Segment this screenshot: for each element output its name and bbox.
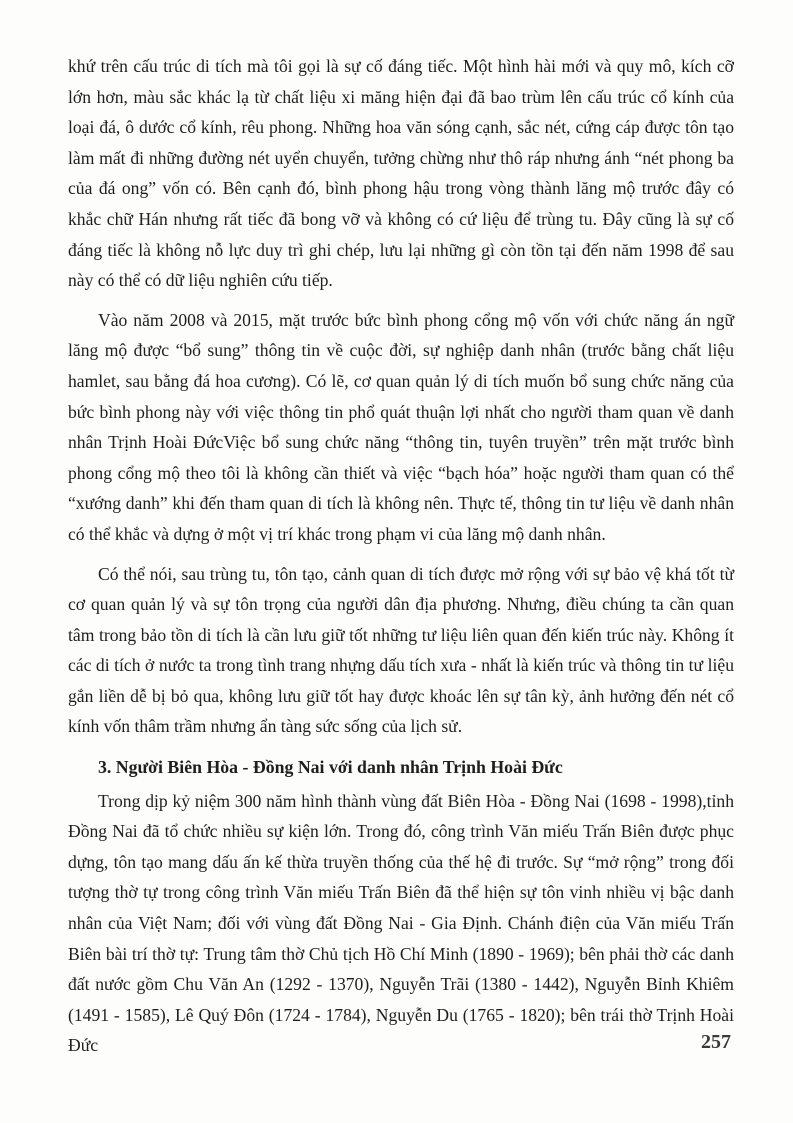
paragraph-bronze-screen-info: Vào năm 2008 và 2015, mặt trước bức bình phong cổng mộ vốn với chức năng án ngữ lăng mộ được “bổ sung” thông tin về cuộc đời, sự nghiệp danh nhân (trước bằng chất liệu hamlet, sau bằng đá hoa cương). Có lẽ, cơ quan quản lý di tích muốn bổ sung chức năng của bức bình phong này với việc thông tin phổ quát thuận lợi nhất cho người tham quan về danh nhân Trịnh Hoài ĐứcViệc bổ sung chức năng “thông tin, tuyên truyền” trên mặt trước bình phong cổng mộ theo tôi là không cần thiết và việc “bạch hóa” hoặc người tham quan có thể “xướng danh” khi đến tham quan di tích là không nên. Thực tế, thông tin tư liệu về danh nhân có thể khắc và dựng ở một vị trí khác trong phạm vi của lăng mộ danh nhân. [68,309,734,544]
section-heading: 3. Người Biên Hòa - Đồng Nai với danh nhân Trịnh Hoài Đức [98,757,563,778]
page-number: 257 [701,1031,731,1053]
paragraph-van-mieu: Trong dịp kỷ niệm 300 năm hình thành vùng đất Biên Hòa - Đồng Nai (1698 - 1998),tỉnh Đồng Nai đã tổ chức nhiều sự kiện lớn. Trong đó, công trình Văn miếu Trấn Biên được phục dựng, tôn tạo mang dấu ấn kế thừa truyền thống của thế hệ đi trước. Sự “mở rộng” trong đối tượng thờ tự trong công trình Văn miếu Trấn Biên đã thể hiện sự tôn vinh nhiều vị bậc danh nhân của Việt Nam; đối với vùng đất Đồng Nai - Gia Định. Chánh điện của Văn miếu Trấn Biên bài trí thờ tự: Trung tâm thờ Chủ tịch Hồ Chí Minh (1890 - 1969); bên phải thờ các danh đất nước gồm Chu Văn An (1292 - 1370), Nguyễn Trãi (1380 - 1442), Nguyễn Bỉnh Khiêm (1491 - 1585), Lê Quý Đôn (1724 - 1784), Nguyễn Du (1765 - 1820); bên trái thờ Trịnh Hoài Đức [68,790,734,1056]
paragraph-continuation: khứ trên cấu trúc di tích mà tôi gọi là sự cố đáng tiếc. Một hình hài mới và quy mô, kích cỡ lớn hơn, màu sắc khác lạ từ chất liệu xi măng hiện đại đã bao trùm lên cấu trúc cổ kính của loại đá, ô dước cổ kính, rêu phong. Những hoa văn sóng cạnh, sắc nét, cứng cáp được tôn tạo làm mất đi những đường nét uyển chuyển, tưởng chừng như thô ráp nhưng ánh “nét phong ba của đá ong” vốn có. Bên cạnh đó, bình phong hậu trong vòng thành lăng mộ trước đây có khắc chữ Hán nhưng rất tiếc đã bong vỡ và không có cứ liệu để trùng tu. Đây cũng là sự cố đáng tiếc là không nỗ lực duy trì ghi chép, lưu lại những gì còn tồn tại đến năm 1998 để sau này có thể có dữ liệu nghiên cứu tiếp. [68,56,734,291]
paragraph-conservation: Có thể nói, sau trùng tu, tôn tạo, cảnh quan di tích được mở rộng với sự bảo vệ khá tốt từ cơ quan quản lý và sự tôn trọng của người dân địa phương. Nhưng, điều chúng ta cần quan tâm trong bảo tồn di tích là cần lưu giữ tốt những tư liệu liên quan đến kiến trúc này. Không ít các di tích ở nước ta trong tình trang nhựng dấu tích xưa - nhất là kiến trúc và thông tin tư liệu gắn liền dễ bị bỏ qua, không lưu giữ tốt hay được khoác lên sự tân kỳ, ảnh hưởng đến nét cổ kính vốn thâm trầm nhưng ẩn tàng sức sống của lịch sử. [68,563,734,737]
page-body [68,51,734,1061]
